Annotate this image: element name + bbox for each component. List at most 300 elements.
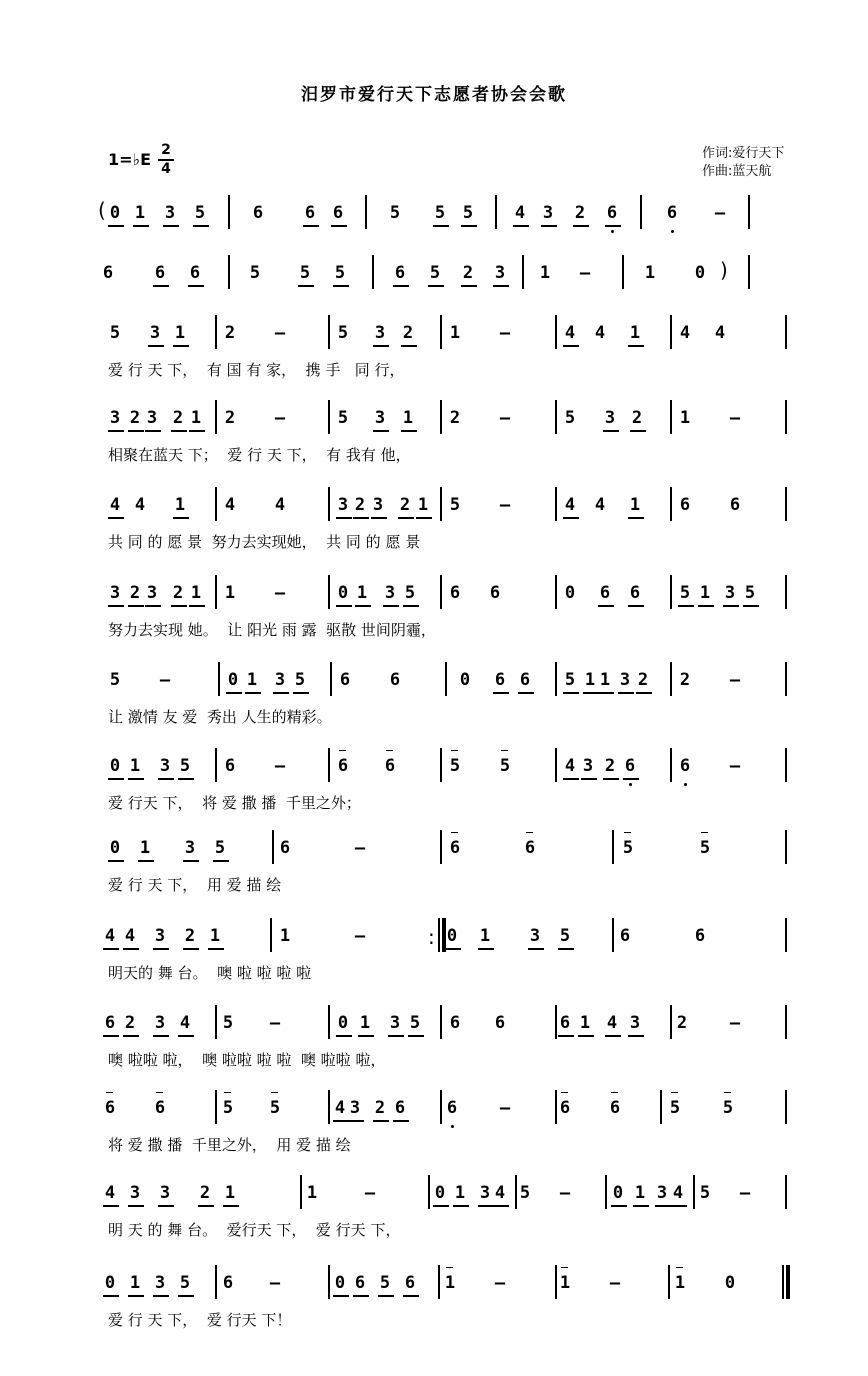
note-glyph: 3 <box>724 583 736 603</box>
note-glyph: 1 <box>629 495 641 515</box>
note-underline <box>208 948 224 950</box>
note-glyph: 6 <box>384 756 396 776</box>
accent-mark <box>386 750 393 751</box>
bar-line <box>785 1005 787 1039</box>
score-row <box>0 1275 868 1355</box>
accent-mark <box>271 1092 278 1093</box>
time-signature <box>158 143 174 177</box>
note-glyph: 6 <box>559 1098 571 1118</box>
note-glyph: 3 <box>164 203 176 223</box>
note-glyph: 1 <box>190 408 202 428</box>
note-underline <box>461 225 477 227</box>
note-underline <box>358 1035 374 1037</box>
note-glyph: 4 <box>606 1013 618 1033</box>
accent-mark <box>339 750 346 751</box>
bar-line <box>330 662 332 696</box>
note-glyph: 2 <box>679 670 691 690</box>
note-underline <box>145 605 161 607</box>
score-row <box>0 585 868 665</box>
note-underline <box>628 605 644 607</box>
note-glyph: 1 <box>139 838 151 858</box>
note-glyph: 0 <box>694 263 706 283</box>
bar-line <box>440 830 442 864</box>
repeat-sign: : <box>428 925 435 949</box>
note-underline <box>128 605 144 607</box>
note-glyph: 1 <box>479 926 491 946</box>
note-glyph: 3 <box>337 495 349 515</box>
note-underline <box>723 605 739 607</box>
note-glyph: 5 <box>337 408 349 428</box>
final-bar-line <box>786 1265 790 1299</box>
bar-line <box>495 195 497 229</box>
key-signature: 1=♭E <box>108 150 152 169</box>
accent-mark <box>671 1092 678 1093</box>
note-glyph: 2 <box>574 203 586 223</box>
note-glyph: 4 <box>594 323 606 343</box>
note-glyph: 5 <box>622 838 634 858</box>
note-glyph: 0 <box>724 1273 736 1293</box>
note-underline <box>108 517 124 519</box>
note-glyph: 5 <box>269 1098 281 1118</box>
note-underline <box>373 430 389 432</box>
bar-line <box>228 255 230 289</box>
note-glyph: 2 <box>224 408 236 428</box>
score-row <box>0 1185 868 1265</box>
accent-mark <box>501 750 508 751</box>
note-glyph: 5 <box>699 838 711 858</box>
note-glyph: – <box>274 583 286 603</box>
note-underline <box>173 345 189 347</box>
note-underline <box>336 605 352 607</box>
bar-line <box>372 255 374 289</box>
note-glyph: – <box>609 1273 621 1293</box>
note-glyph: 4 <box>134 495 146 515</box>
accent-mark <box>724 1092 731 1093</box>
score-row <box>0 410 868 490</box>
note-glyph: 3 <box>154 926 166 946</box>
note-underline <box>153 1035 169 1037</box>
note-underline <box>188 285 204 287</box>
note-glyph: 6 <box>729 495 741 515</box>
note-glyph: – <box>274 323 286 343</box>
note-underline <box>108 860 124 862</box>
bar-line <box>218 662 220 696</box>
bar-line <box>228 195 230 229</box>
note-glyph: 6 <box>332 203 344 223</box>
note-glyph: 3 <box>129 1183 141 1203</box>
note-underline <box>578 1035 594 1037</box>
note-glyph: 5 <box>294 670 306 690</box>
note-underline <box>153 948 169 950</box>
note-underline <box>493 285 509 287</box>
note-glyph: 5 <box>434 203 446 223</box>
composer-credit: 作曲:蓝天航 <box>702 164 772 179</box>
note-underline <box>148 345 164 347</box>
bar-line <box>440 575 442 609</box>
note-underline <box>371 517 387 519</box>
bar-line <box>328 748 330 782</box>
bar-line <box>328 1090 330 1124</box>
note-glyph: 6 <box>489 583 501 603</box>
note-underline <box>298 285 314 287</box>
note-underline <box>573 225 589 227</box>
note-underline <box>183 860 199 862</box>
note-glyph: 6 <box>694 926 706 946</box>
note-underline <box>128 778 144 780</box>
note-glyph: 3 <box>374 408 386 428</box>
bar-line <box>270 918 272 952</box>
note-glyph: 5 <box>404 583 416 603</box>
note-underline <box>158 1205 174 1207</box>
note-underline <box>333 1120 349 1122</box>
note-glyph: 3 <box>629 1013 641 1033</box>
note-glyph: 2 <box>449 408 461 428</box>
note-underline <box>226 692 242 694</box>
note-underline <box>128 1295 144 1297</box>
note-underline <box>333 285 349 287</box>
bar-line <box>438 1265 440 1299</box>
lyric-line: 让 激情 友 爱 秀出 人生的精彩。 <box>108 708 332 726</box>
note-glyph: 1 <box>449 323 461 343</box>
note-underline <box>428 285 444 287</box>
bar-line <box>215 1090 217 1124</box>
note-glyph: 6 <box>519 670 531 690</box>
note-glyph: 6 <box>609 1098 621 1118</box>
note-glyph: 6 <box>449 583 461 603</box>
note-underline <box>355 605 371 607</box>
note-glyph: 0 <box>446 926 458 946</box>
note-glyph: 5 <box>379 1273 391 1293</box>
note-glyph: 2 <box>184 926 196 946</box>
note-underline <box>403 1295 419 1297</box>
bar-line <box>215 748 217 782</box>
note-underline <box>373 1120 389 1122</box>
note-underline <box>163 225 179 227</box>
note-glyph: 1 <box>174 495 186 515</box>
note-glyph: – <box>494 1273 506 1293</box>
bar-line <box>440 1005 442 1039</box>
lower-octave-dot <box>629 783 632 786</box>
note-glyph: – <box>729 1013 741 1033</box>
bar-line <box>555 400 557 434</box>
note-glyph: 1 <box>699 583 711 603</box>
note-underline <box>603 430 619 432</box>
note-underline <box>611 1205 627 1207</box>
note-glyph: 5 <box>299 263 311 283</box>
note-underline <box>398 517 414 519</box>
note-glyph: – <box>499 408 511 428</box>
bar-line <box>785 487 787 521</box>
lyric-line: 噢 啦啦 啦， 噢 啦啦 啦 啦 噢 啦啦 啦， <box>108 1051 386 1069</box>
note-glyph: 1 <box>644 263 656 283</box>
note-glyph: 1 <box>129 1273 141 1293</box>
note-glyph: 6 <box>679 495 691 515</box>
note-glyph: 3 <box>184 838 196 858</box>
note-glyph: 1 <box>454 1183 466 1203</box>
bar-line <box>215 1265 217 1299</box>
note-glyph: 6 <box>404 1273 416 1293</box>
lower-octave-dot <box>451 1125 454 1128</box>
note-glyph: 1 <box>279 926 291 946</box>
note-underline <box>671 1205 687 1207</box>
note-glyph: 2 <box>604 756 616 776</box>
note-glyph: 4 <box>564 495 576 515</box>
note-underline <box>655 1205 671 1207</box>
bar-line <box>440 1090 442 1124</box>
bar-line <box>785 918 787 952</box>
note-glyph: – <box>269 1013 281 1033</box>
repeat-bar-line <box>442 918 446 952</box>
note-underline <box>433 225 449 227</box>
bar-line <box>300 1175 302 1209</box>
note-underline <box>416 517 432 519</box>
note-underline <box>528 948 544 950</box>
lyricist-credit: 作词:爱行天下 <box>702 146 785 161</box>
time-signature-top: 2 <box>161 142 171 158</box>
note-underline <box>153 285 169 287</box>
note-glyph: 5 <box>222 1098 234 1118</box>
bar-line <box>328 1265 330 1299</box>
note-glyph: 2 <box>172 583 184 603</box>
note-glyph: 3 <box>582 756 594 776</box>
note-glyph: – <box>499 495 511 515</box>
bar-line <box>785 1090 787 1124</box>
bar-line <box>555 487 557 521</box>
note-underline <box>336 1035 352 1037</box>
note-underline <box>403 605 419 607</box>
note-underline <box>628 517 644 519</box>
note-glyph: 5 <box>389 203 401 223</box>
note-glyph: 3 <box>159 756 171 776</box>
note-glyph: 3 <box>384 583 396 603</box>
note-glyph: 1 <box>634 1183 646 1203</box>
note-glyph: 5 <box>722 1098 734 1118</box>
note-glyph: 6 <box>524 838 536 858</box>
note-underline <box>348 1120 364 1122</box>
note-glyph: 6 <box>337 756 349 776</box>
accent-mark <box>156 1092 163 1093</box>
note-underline <box>633 1205 649 1207</box>
bar-line <box>785 575 787 609</box>
note-glyph: 4 <box>594 495 606 515</box>
lyric-line: 爱 行 天 下， 爱 行天 下！ <box>108 1311 292 1329</box>
note-glyph: 5 <box>194 203 206 223</box>
note-glyph: 5 <box>429 263 441 283</box>
note-glyph: 4 <box>179 1013 191 1033</box>
note-glyph: 3 <box>146 583 158 603</box>
note-glyph: 2 <box>129 583 141 603</box>
bar-line <box>622 255 624 289</box>
note-glyph: – <box>159 670 171 690</box>
note-glyph: 5 <box>337 323 349 343</box>
bar-line <box>670 748 672 782</box>
lower-octave-dot <box>671 230 674 233</box>
note-underline <box>178 1035 194 1037</box>
bar-line <box>612 830 614 864</box>
lyric-line: 明天的 舞 台。 噢 啦 啦 啦 啦 <box>108 964 312 982</box>
note-underline <box>178 778 194 780</box>
accent-mark <box>526 832 533 833</box>
note-glyph: 3 <box>154 1273 166 1293</box>
note-glyph: 0 <box>109 756 121 776</box>
note-underline <box>461 285 477 287</box>
note-glyph: 0 <box>337 1013 349 1033</box>
note-underline <box>153 1295 169 1297</box>
note-underline <box>103 948 119 950</box>
note-underline <box>393 285 409 287</box>
note-glyph: 0 <box>109 203 121 223</box>
bar-line <box>668 1265 670 1299</box>
lyric-line: 共 同 的 愿 景 努力去实现她， 共 同 的 愿 景 <box>108 533 421 551</box>
note-underline <box>603 778 619 780</box>
note-glyph: 6 <box>446 1098 458 1118</box>
note-glyph: 1 <box>224 1183 236 1203</box>
note-underline <box>478 1205 494 1207</box>
note-underline <box>630 430 646 432</box>
bar-line <box>670 315 672 349</box>
note-underline <box>478 948 494 950</box>
bar-line <box>782 1265 784 1299</box>
note-glyph: 6 <box>304 203 316 223</box>
note-glyph: 6 <box>394 263 406 283</box>
note-glyph: 0 <box>337 583 349 603</box>
note-glyph: 1 <box>444 1273 456 1293</box>
bar-line <box>215 575 217 609</box>
lyric-line: 明 天 的 舞 台。 爱行天 下， 爱 行天 下， <box>108 1221 401 1239</box>
score-row <box>0 497 868 577</box>
note-glyph: 6 <box>154 1098 166 1118</box>
bar-line <box>670 487 672 521</box>
note-glyph: 4 <box>679 323 691 343</box>
note-glyph: 4 <box>514 203 526 223</box>
note-glyph: 6 <box>494 670 506 690</box>
note-glyph: 4 <box>494 1183 506 1203</box>
note-underline <box>581 778 597 780</box>
note-underline <box>145 430 161 432</box>
note-underline <box>171 605 187 607</box>
note-glyph: 2 <box>224 323 236 343</box>
bar-line <box>612 918 614 952</box>
note-underline <box>198 1205 214 1207</box>
note-glyph: 2 <box>631 408 643 428</box>
bar-line <box>440 748 442 782</box>
note-underline <box>103 1035 119 1037</box>
note-glyph: 3 <box>542 203 554 223</box>
note-underline <box>353 517 369 519</box>
note-underline <box>743 605 759 607</box>
bar-line <box>522 255 524 289</box>
note-glyph: 6 <box>354 1273 366 1293</box>
note-glyph: 2 <box>462 263 474 283</box>
note-underline <box>445 948 461 950</box>
time-signature-bottom: 4 <box>161 161 171 177</box>
score-row <box>0 758 868 838</box>
note-glyph: 1 <box>224 583 236 603</box>
note-glyph: 3 <box>159 1183 171 1203</box>
note-underline <box>401 345 417 347</box>
bar-line <box>328 487 330 521</box>
note-underline <box>598 692 614 694</box>
accent-mark <box>701 832 708 833</box>
note-underline <box>333 1295 349 1297</box>
note-underline <box>518 692 534 694</box>
note-glyph: 3 <box>374 323 386 343</box>
note-glyph: – <box>559 1183 571 1203</box>
note-glyph: 3 <box>109 408 121 428</box>
note-glyph: 5 <box>564 408 576 428</box>
note-glyph: 4 <box>564 323 576 343</box>
note-glyph: 6 <box>679 756 691 776</box>
bar-line <box>440 315 442 349</box>
note-glyph: 6 <box>189 263 201 283</box>
note-underline <box>173 517 189 519</box>
note-glyph: – <box>729 670 741 690</box>
note-glyph: 1 <box>629 323 641 343</box>
note-glyph: 5 <box>109 670 121 690</box>
lyric-line: 爱 行 天 下， 有 国 有 家， 携 手 同 行， <box>108 361 405 379</box>
accent-mark <box>561 1267 568 1268</box>
lower-octave-dot <box>684 783 687 786</box>
note-underline <box>583 692 599 694</box>
note-glyph: 2 <box>374 1098 386 1118</box>
note-underline <box>108 605 124 607</box>
note-glyph: 5 <box>519 1183 531 1203</box>
bar-line <box>785 315 787 349</box>
note-underline <box>678 605 694 607</box>
note-underline <box>383 605 399 607</box>
note-underline <box>636 692 652 694</box>
note-underline <box>103 1205 119 1207</box>
note-glyph: 1 <box>174 323 186 343</box>
bar-line <box>670 1005 672 1039</box>
note-glyph: 6 <box>252 203 264 223</box>
bar-line <box>693 1175 695 1209</box>
note-underline <box>598 605 614 607</box>
note-glyph: 6 <box>154 263 166 283</box>
note-glyph: 2 <box>199 1183 211 1203</box>
bar-line <box>428 1175 430 1209</box>
note-glyph: – <box>274 408 286 428</box>
note-glyph: – <box>364 1183 376 1203</box>
note-glyph: 3 <box>372 495 384 515</box>
note-underline <box>108 225 124 227</box>
note-glyph: 0 <box>104 1273 116 1293</box>
note-glyph: 6 <box>339 670 351 690</box>
bar-line <box>670 575 672 609</box>
accent-mark <box>451 832 458 833</box>
bar-line <box>215 487 217 521</box>
open-paren: ( <box>98 198 106 222</box>
note-glyph: 4 <box>224 495 236 515</box>
note-underline <box>336 517 352 519</box>
note-glyph: 6 <box>559 1013 571 1033</box>
note-glyph: 4 <box>334 1098 346 1118</box>
note-glyph: 6 <box>606 203 618 223</box>
accent-mark <box>451 750 458 751</box>
note-glyph: 5 <box>499 756 511 776</box>
bar-line <box>605 1175 607 1209</box>
note-glyph: 5 <box>334 263 346 283</box>
note-glyph: 4 <box>714 323 726 343</box>
note-glyph: 5 <box>222 1013 234 1033</box>
note-underline <box>408 1035 424 1037</box>
bar-line <box>748 195 750 229</box>
bar-line <box>555 575 557 609</box>
note-glyph: – <box>579 263 591 283</box>
note-glyph: 1 <box>679 408 691 428</box>
note-glyph: 6 <box>449 1013 461 1033</box>
note-underline <box>213 860 229 862</box>
